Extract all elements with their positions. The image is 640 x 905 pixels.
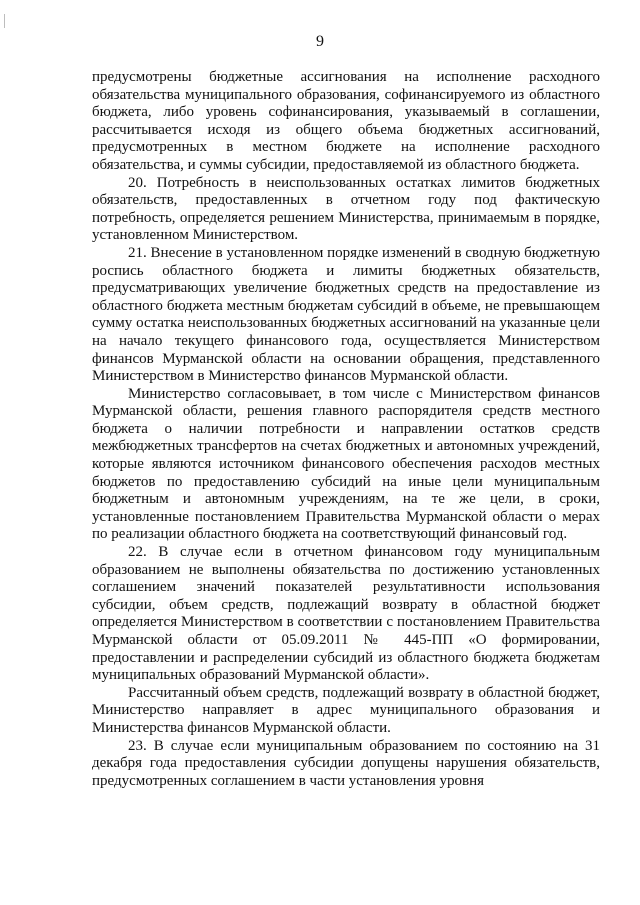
document-body [92, 69, 600, 790]
paragraph-item-22: 22. В случае если в отчетном финансовом году муниципальным образованием не выполнены обязательства по достижению установленных соглашением значений показателей результативности использования субсидии, объем средств, подлежащий возврату в областной бюджет определяется Министерством в соответствии с постановлением Правительства Мурманской области от 05.09.2011 № 445-ПП «О формировании, предоставлении и распределении субсидий из областного бюджета бюджетам муниципальных образований Мурманской области». [92, 544, 600, 684]
paragraph-item-20: 20. Потребность в неиспользованных остатках лимитов бюджетных обязательств, предоставленных в отчетном году под фактическую потребность, определяется решением Министерства, принимаемым в порядке, установленном Министерством. [92, 174, 600, 244]
paragraph-item-21: 21. Внесение в установленном порядке изменений в сводную бюджетную роспись областного бюджета и лимиты бюджетных обязательств, предусматривающих увеличение бюджетных средств на предоставление из областного бюджета местным бюджетам субсидий в объеме, не превышающем сумму остатка неиспользованных бюджетных ассигнований на указанные цели на начало текущего финансового года, осуществляется Министерством финансов Мурманской области на основании обращения, представленного Министерством в Министерство финансов Мурманской области. [92, 244, 600, 385]
paragraph-ministry-agreement: Министерство согласовывает, в том числе с Министерством финансов Мурманской области, решения главного распорядителя средств местного бюджета о наличии потребности и направлении остатков средств межбюджетных трансфертов на счетах бюджетных и автономных учреждений, которые являются источником финансового обеспечения расходов местных бюджетов по предоставлению субсидий на иные цели муниципальным бюджетным и автономным учреждениям, на те же цели, в сроки, установленные постановлением Правительства Мурманской области о мерах по реализации областного бюджета на соответствующий финансовый год. [92, 385, 600, 543]
page-number: 9 [316, 33, 324, 50]
paragraph-continuation: предусмотрены бюджетные ассигнования на исполнение расходного обязательства муниципального образования, софинансируемого из областного бюджета, либо уровень софинансирования, указываемый в соглашении, рассчитывается исходя из общего объема бюджетных ассигнований, предусмотренных в местном бюджете на исполнение расходного обязательства, и суммы субсидии, предоставляемой из областного бюджета. [92, 69, 600, 173]
paragraph-item-23: 23. В случае если муниципальным образованием по состоянию на 31 декабря года предоставления субсидии допущены нарушения обязательств, предусмотренных соглашением в части установления уровня [92, 737, 600, 789]
scan-margin-mark [4, 14, 5, 28]
paragraph-refund-amount: Рассчитанный объем средств, подлежащий возврату в областной бюджет, Министерство направляет в адрес муниципального образования и Министерства финансов Мурманской области. [92, 684, 600, 736]
